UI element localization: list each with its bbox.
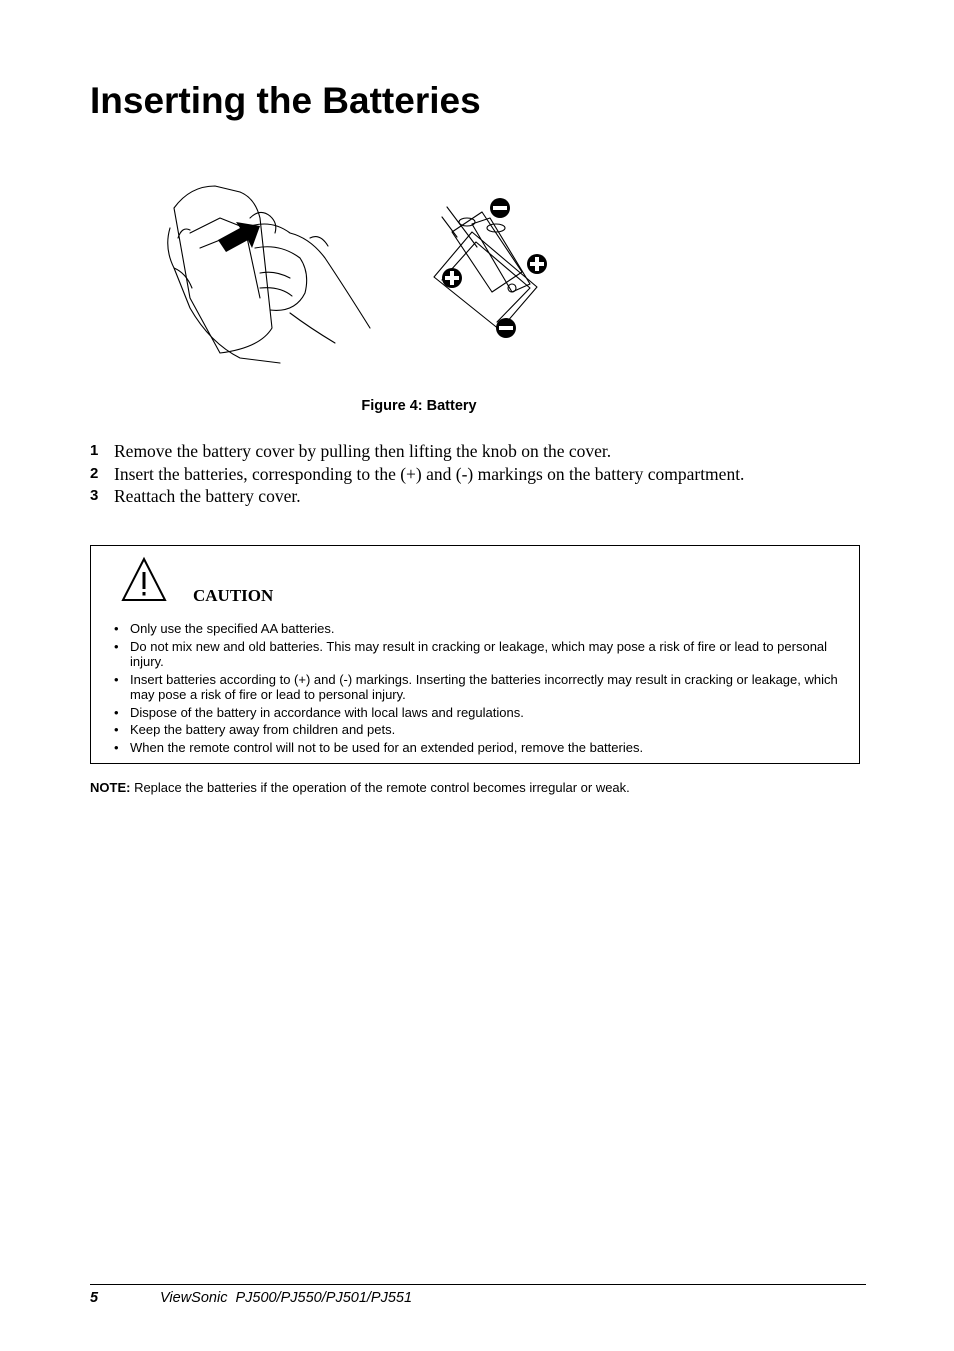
note: [90, 780, 630, 795]
caution-box: [90, 545, 860, 764]
footer-divider: [90, 1284, 866, 1285]
battery-polarity-illustration: [412, 192, 582, 347]
step-text: Remove the battery cover by pulling then lifting the knob on the cover.: [114, 441, 612, 461]
list-item: [111, 639, 851, 670]
caution-item-text: When the remote control will not to be used for an extended period, remove the batteries.: [130, 739, 644, 755]
bullet-icon: •: [114, 638, 119, 654]
note-text: Replace the batteries if the operation of the remote control becomes irregular or weak.: [130, 780, 630, 795]
step-text: Reattach the battery cover.: [114, 486, 301, 507]
note-label: NOTE:: [90, 780, 131, 795]
minus-symbol-icon: [490, 198, 510, 218]
footer-model: ViewSonic PJ500/PJ550/PJ501/PJ551: [160, 1290, 413, 1306]
step-text: Insert the batteries, corresponding to the (+) and (-) markings on the battery compartment.: [114, 463, 745, 484]
caution-item-text: Do not mix new and old batteries. This may result in cracking or leakage, which may pose a risk of fire or lead to personal injury.: [130, 638, 828, 669]
bullet-icon: •: [114, 739, 119, 755]
caution-item-text: Dispose of the battery in accordance with local laws and regulations.: [130, 704, 524, 720]
remove-cover-illustration: [160, 178, 375, 368]
caution-list: [111, 621, 851, 757]
caution-title: CAUTION: [193, 586, 274, 605]
bullet-icon: •: [114, 621, 119, 636]
caution-item-text: Insert batteries according to (+) and (-) markings. Inserting the batteries incorrectly may result in cracking or leakage, which may pose a risk of fire or lead to personal injury.: [130, 671, 838, 702]
bullet-icon: •: [114, 722, 119, 737]
plus-symbol-icon: [527, 254, 547, 274]
warning-triangle-icon: [121, 556, 167, 602]
list-item: [90, 463, 744, 486]
list-item: [111, 705, 851, 721]
list-item: [111, 740, 851, 756]
list-item: [111, 722, 851, 738]
figure-caption: Figure 4: Battery: [361, 398, 477, 414]
page-title: Inserting the Batteries: [90, 80, 481, 121]
caution-item-text: Only use the specified AA batteries.: [130, 621, 335, 636]
step-number: 3: [90, 487, 99, 505]
caution-item-text: Keep the battery away from children and pets.: [130, 722, 396, 737]
page-number: 5: [90, 1290, 99, 1306]
list-item: [90, 485, 744, 508]
bullet-icon: •: [114, 671, 119, 687]
step-number: 2: [90, 464, 99, 482]
list-item: [111, 621, 851, 637]
steps-list: [90, 440, 744, 508]
plus-symbol-icon: [442, 268, 462, 288]
step-number: 1: [90, 442, 99, 459]
bullet-icon: •: [114, 704, 119, 720]
minus-symbol-icon: [496, 318, 516, 338]
list-item: [111, 672, 851, 703]
list-item: [90, 440, 744, 463]
